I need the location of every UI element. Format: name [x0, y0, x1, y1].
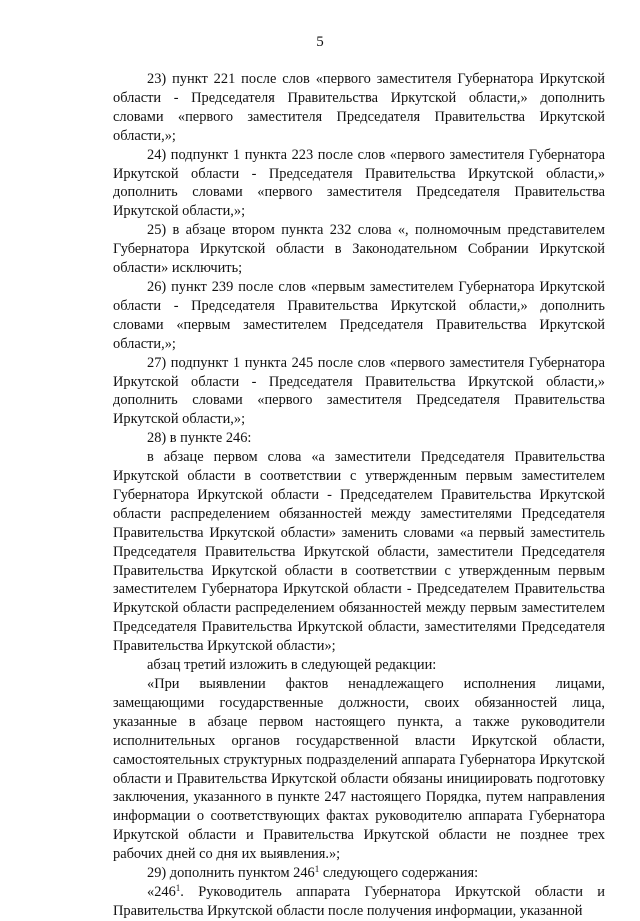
- paragraph-new-wording: «При выявлении фактов ненадлежащего исполнения лицами, замещающими государственные должности, своих обязанностей лица, указанные в абзаце первом настоящего пункта, а также руководители исполнительных органов государственной власти Иркутской области, самостоятельных структурных подразделений аппарата Губернатора Иркутской области и Правительства Иркутской области обязаны инициировать подготовку заключения, указанного в пункте 247 настоящего Порядка, путем направления информации о соответствующих фактах руководителю аппарата Губернатора Иркутской области и Правительства Иркутской области не позднее трех рабочих дней со дня их выявления.»;: [113, 676, 605, 863]
- page-number: 5: [316, 34, 324, 50]
- document-body: [113, 70, 605, 921]
- paragraph-item-28: 28) в пункте 246:: [147, 430, 252, 447]
- paragraph-abzac-third-intro: абзац третий изложить в следующей редакции:: [147, 657, 437, 674]
- item-29-text-end: следующего содержания:: [319, 865, 479, 882]
- item-246-1-superscript: 1: [175, 882, 181, 893]
- paragraph-item-26: 26) пункт 239 после слов «первым заместителем Губернатора Иркутской области - Председателя Правительства Иркутской области,» дополнить словами «первым заместителем Председателя Правительства Иркутской области,»;: [113, 278, 605, 352]
- paragraph-item-27: 27) подпункт 1 пункта 245 после слов «первого заместителя Губернатора Иркутской области - Председателя Правительства Иркутской области,» дополнить словами «первого заместителя Председателя Правительства Иркутской области,»;: [113, 354, 605, 428]
- paragraph-item-246-1: [113, 883, 605, 921]
- paragraph-item-29: [113, 864, 605, 883]
- item-29-superscript: 1: [314, 864, 320, 875]
- item-29-text-start: 29) дополнить пунктом 246: [147, 865, 315, 882]
- paragraph-item-24: 24) подпункт 1 пункта 223 после слов «первого заместителя Губернатора Иркутской области - Председателя Правительства Иркутской области,» дополнить словами «первого заместителя Председателя Правительства Иркутской области,»;: [113, 146, 605, 220]
- paragraph-abzac-first: в абзаце первом слова «а заместители Председателя Правительства Иркутской области в соответствии с утвержденным первым заместителем Губернатора Иркутской области - Председателем Правительства Иркутской области распределением обязанностей между заместителями Председателя Правительства Иркутской области» заменить словами «а первый заместитель Председателя Правительства Иркутской области, заместители Председателя Правительства Иркутской области в соответствии с утвержденным первым заместителем Губернатора Иркутской области - Председателем Правительства Иркутской области распределением обязанностей между первым заместителем Председателя Правительства Иркутской области, заместителями Председателя Правительства Иркутской области»;: [113, 449, 605, 655]
- paragraph-item-23: 23) пункт 221 после слов «первого заместителя Губернатора Иркутской области - Председателя Правительства Иркутской области,» дополнить словами «первого заместителя Председателя Правительства Иркутской области,»;: [113, 71, 605, 144]
- item-246-1-text-end: . Руководитель аппарата Губернатора Иркутской области и Правительства Иркутской области после получения информации, указанной: [113, 883, 605, 919]
- paragraph-item-25: 25) в абзаце втором пункта 232 слова «, полномочным представителем Губернатора Иркутской области в Законодательном Собрании Иркутской области» исключить;: [113, 222, 605, 277]
- item-246-1-text-start: «246: [147, 883, 176, 900]
